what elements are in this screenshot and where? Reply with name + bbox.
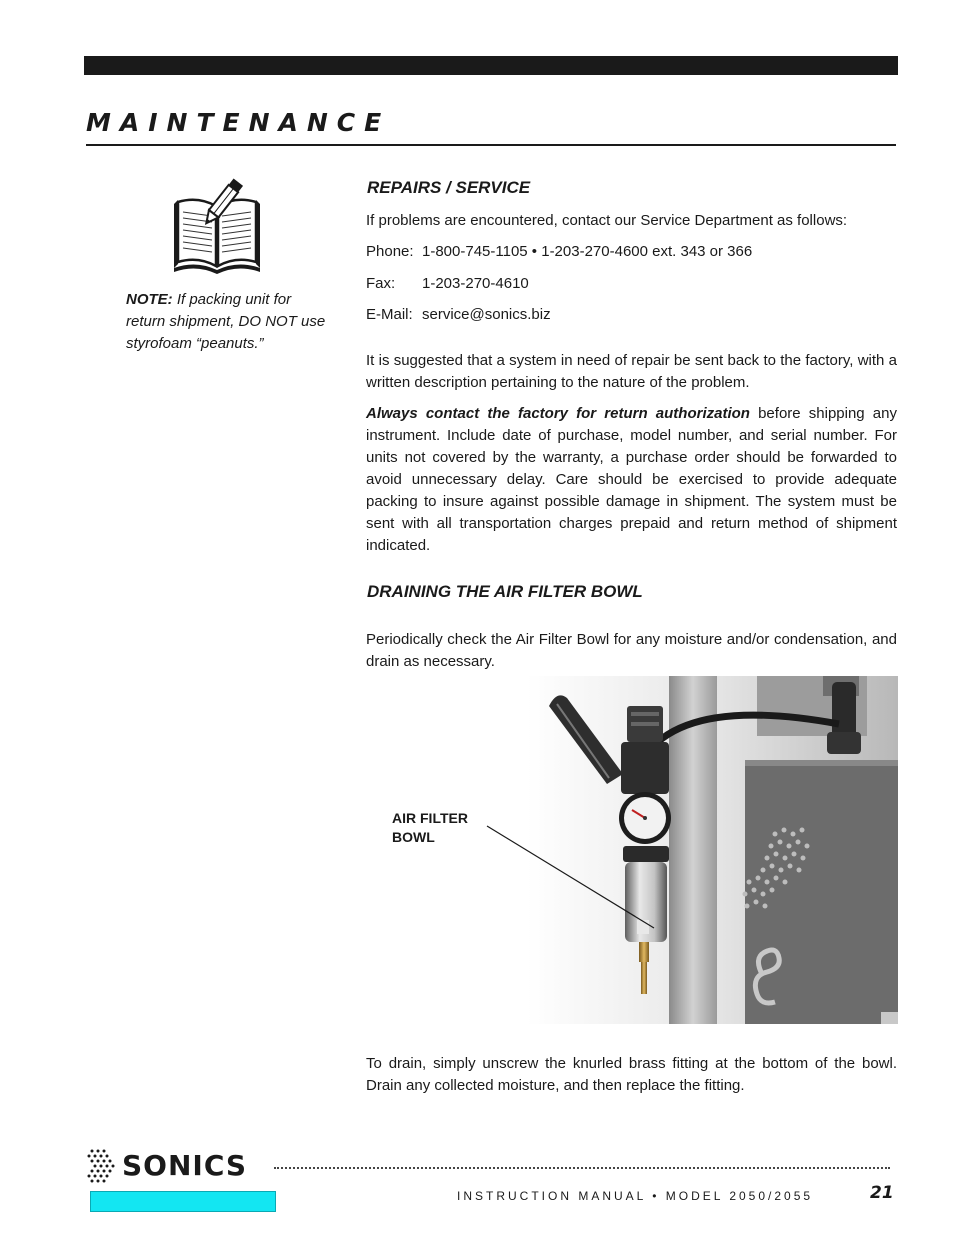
footer-manual-title: INSTRUCTION MANUAL • MODEL 2050/2055 xyxy=(457,1189,814,1203)
header-bar xyxy=(84,56,898,75)
email-row xyxy=(366,306,551,323)
air-filter-callout xyxy=(392,809,492,847)
packing-note xyxy=(126,289,326,355)
phone-row xyxy=(366,243,752,260)
footer-accent-bar xyxy=(90,1191,276,1212)
repairs-paragraph-2-text: before shipping any instrument. Include date of purchase, model number, and serial number. For units not covered by the warranty, a purchase order should be forwarded to avoid unnecessary delay. Care should be exercised to provide adequate packing to insure against possible damage in shipment. The system must be sent with all transportation charges prepaid and return method of shipment indicated. xyxy=(366,405,897,554)
sonics-logo-icon xyxy=(86,1148,116,1186)
footer-dotted-rule xyxy=(274,1167,890,1169)
draining-paragraph-2: To drain, simply unscrew the knurled brass fitting at the bottom of the bowl. Drain any collected moisture, and then replace the fitting. xyxy=(366,1055,897,1094)
return-authorization-emphasis: Always contact the factory for return authorization xyxy=(366,405,750,422)
repairs-intro: If problems are encountered, contact our Service Department as follows: xyxy=(366,212,848,229)
brand-logo: SONICS xyxy=(122,1149,248,1182)
draining-heading: DRAINING THE AIR FILTER BOWL xyxy=(367,582,643,601)
email-label: E-Mail: xyxy=(366,306,413,323)
repairs-paragraph-2 xyxy=(366,403,897,557)
note-label: NOTE: xyxy=(126,291,173,308)
repairs-heading: REPAIRS / SERVICE xyxy=(367,178,531,197)
title-divider xyxy=(86,144,896,146)
fax-label: Fax: xyxy=(366,275,396,292)
email-value[interactable]: service@sonics.biz xyxy=(422,306,551,323)
fax-value: 1-203-270-4610 xyxy=(422,275,529,292)
callout-line-1: AIR FILTER xyxy=(392,810,468,826)
page-number: 21 xyxy=(870,1183,894,1203)
note-text: If packing unit for return shipment, DO NOT use styrofoam “peanuts.” xyxy=(126,291,326,352)
phone-value: 1-800-745-1105 • 1-203-270-4600 ext. 343 or 366 xyxy=(422,243,753,260)
repairs-paragraph-1: It is suggested that a system in need of repair be sent back to the factory, with a written description pertaining to the nature of the problem. xyxy=(366,352,897,391)
phone-label: Phone: xyxy=(366,243,414,260)
page-title: MAINTENANCE xyxy=(86,108,391,137)
callout-line-2: BOWL xyxy=(392,829,435,845)
draining-paragraph-1: Periodically check the Air Filter Bowl for any moisture and/or condensation, and drain as necessary. xyxy=(366,631,897,670)
air-filter-photo xyxy=(527,676,898,1024)
fax-row xyxy=(366,275,529,292)
book-with-pencil-icon xyxy=(168,178,266,274)
